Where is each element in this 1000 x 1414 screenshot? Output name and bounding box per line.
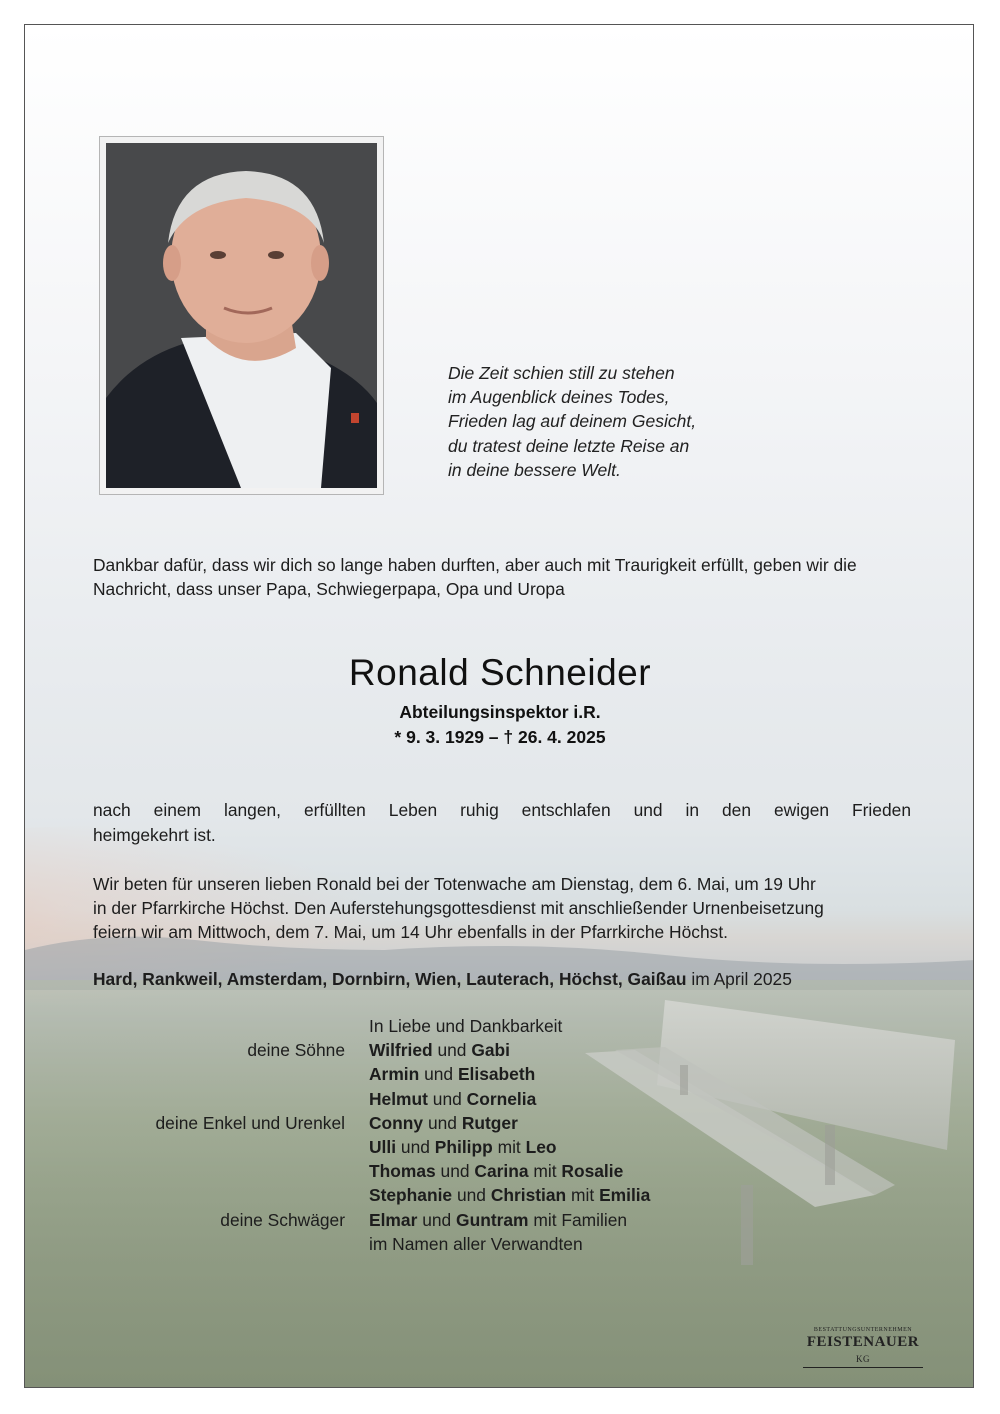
- connector: und: [432, 1088, 462, 1109]
- closing-line-2: heimgekehrt ist.: [93, 825, 216, 845]
- closing-line-1: nach einem langen, erfüllten Leben ruhig entschlafen und in den ewigen Frieden: [93, 800, 911, 820]
- list-item: [0, 1111, 1000, 1135]
- person-name: Thomas: [369, 1161, 436, 1182]
- places-line: [93, 967, 911, 991]
- places-list: Hard, Rankweil, Amsterdam, Dornbirn, Wien, Lauterach, Höchst, Gaißau: [93, 969, 687, 989]
- connector: mit: [533, 1161, 557, 1182]
- portrait-photo: [106, 143, 377, 488]
- portrait-frame: [99, 136, 384, 495]
- logo-suffix: KG: [856, 1354, 870, 1364]
- portrait-illustration: [106, 143, 377, 488]
- service-line: in der Pfarrkirche Höchst. Den Auferstehungsgottesdienst mit anschließender Urnenbeisetzung: [93, 898, 824, 919]
- name-group: [369, 1183, 650, 1207]
- poem: [448, 361, 778, 482]
- poem-line: Die Zeit schien still zu stehen: [448, 363, 675, 383]
- name-group: [369, 1159, 623, 1183]
- person-name: Gabi: [471, 1040, 510, 1061]
- list-item: [0, 1062, 1000, 1086]
- list-item: [0, 1135, 1000, 1159]
- person-name: Elmar: [369, 1209, 418, 1230]
- list-item: [0, 1159, 1000, 1183]
- person-name: Helmut: [369, 1088, 428, 1109]
- poem-line: im Augenblick deines Todes,: [448, 387, 670, 408]
- list-item: [0, 1232, 1000, 1256]
- mourners-list: [0, 1014, 1000, 1256]
- intro-text: Dankbar dafür, dass wir dich so lange haben durften, aber auch mit Traurigkeit erfüllt, geben wir die Nachricht, dass unser Papa, Schwiegerpapa, Opa und Uropa: [93, 555, 857, 600]
- poem-line: in deine bessere Welt.: [448, 459, 621, 480]
- connector: und: [427, 1112, 457, 1133]
- service-line: Wir beten für unseren lieben Ronald bei der Totenwache am Dienstag, dem 6. Mai, um 19 Uhr: [93, 874, 816, 894]
- person-name: Philipp: [434, 1136, 493, 1157]
- mourners-footer: im Namen aller Verwandten: [369, 1233, 583, 1254]
- poem-line: du tratest deine letzte Reise an: [448, 435, 690, 456]
- mourners-heading-row: [0, 1014, 1000, 1038]
- list-item: [0, 1087, 1000, 1111]
- connector: und: [440, 1161, 470, 1182]
- relation-label: deine Enkel und Urenkel: [155, 1112, 345, 1133]
- person-name: Cornelia: [466, 1088, 537, 1109]
- person-name: Rosalie: [561, 1161, 624, 1182]
- person-name: Rutger: [461, 1112, 518, 1133]
- name-group: [369, 1208, 627, 1232]
- logo-name-text: FEISTENAUER: [806, 1334, 920, 1350]
- logo-name: [803, 1334, 923, 1368]
- deceased-title: Abteilungsinspektor i.R.: [399, 702, 601, 722]
- connector: mit Familien: [533, 1209, 628, 1230]
- deceased-name: Ronald Schneider: [348, 652, 652, 693]
- person-name: Conny: [369, 1112, 424, 1133]
- connector: mit: [497, 1136, 521, 1157]
- relation-label: deine Schwäger: [220, 1209, 345, 1230]
- person-name: Christian: [490, 1185, 567, 1206]
- connector: und: [437, 1040, 467, 1061]
- person-name: Armin: [369, 1064, 420, 1085]
- name-group: [369, 1111, 518, 1135]
- person-name: Elisabeth: [457, 1064, 536, 1085]
- name-group: [369, 1087, 536, 1111]
- list-item: [0, 1038, 1000, 1062]
- person-name: Stephanie: [369, 1185, 453, 1206]
- name-group: [369, 1038, 510, 1062]
- poem-line: Frieden lag auf deinem Gesicht,: [448, 411, 697, 432]
- person-name: Ulli: [369, 1136, 397, 1157]
- service-info: [93, 872, 911, 945]
- connector: und: [456, 1185, 486, 1206]
- name-group: [369, 1062, 535, 1086]
- person-name: Guntram: [456, 1209, 529, 1230]
- service-line: feiern wir am Mittwoch, dem 7. Mai, um 14 Uhr ebenfalls in der Pfarrkirche Höchst.: [93, 922, 728, 943]
- person-name: Carina: [474, 1161, 529, 1182]
- relation-label: deine Söhne: [247, 1040, 345, 1061]
- places-date: im April 2025: [691, 969, 792, 989]
- connector: und: [424, 1064, 454, 1085]
- funeral-home-logo: [803, 1327, 923, 1368]
- person-name: Leo: [525, 1136, 557, 1157]
- connector: und: [422, 1209, 452, 1230]
- list-item: [0, 1183, 1000, 1207]
- logo-tagline: BESTATTUNGSUNTERNEHMEN: [813, 1327, 913, 1333]
- connector: und: [400, 1136, 430, 1157]
- name-group: [369, 1135, 557, 1159]
- list-item: [0, 1208, 1000, 1232]
- deceased-dates: * 9. 3. 1929 – † 26. 4. 2025: [394, 727, 606, 747]
- person-name: Emilia: [599, 1185, 651, 1206]
- person-name: Wilfried: [369, 1040, 433, 1061]
- mourners-heading: In Liebe und Dankbarkeit: [369, 1016, 563, 1036]
- connector: mit: [571, 1185, 595, 1206]
